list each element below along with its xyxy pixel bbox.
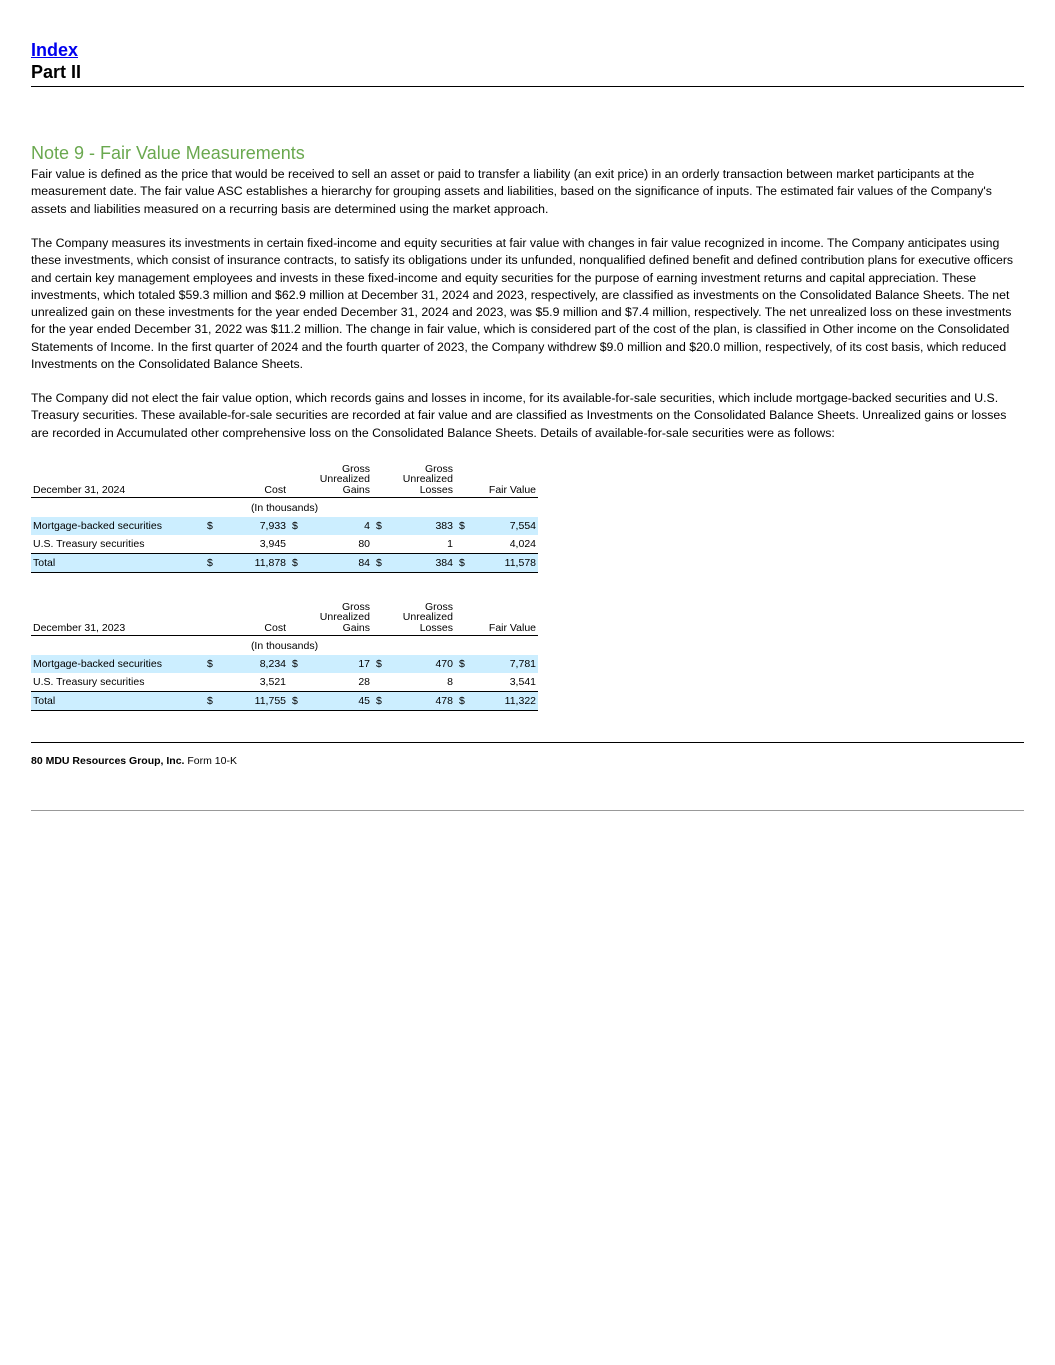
cell-cost: 11,755 (217, 692, 288, 711)
currency-symbol: $ (203, 517, 217, 535)
table-header-row (31, 597, 538, 636)
cell-gains: 45 (302, 692, 372, 711)
currency-symbol: $ (288, 554, 302, 573)
row-label: U.S. Treasury securities (33, 676, 145, 688)
currency-symbol: $ (288, 692, 302, 711)
paragraph-investments: The Company measures its investments in certain fixed-income and equity securities at fair value with changes in fair value recognized in income. The Company anticipates using these investments, which consist of insurance contracts, to satisfy its obligations under its unfunded, nonqualified defined benefit and defined contribution plans for executive officers and certain key management employees and invests in these fixed-income and equity securities for the purpose of earning investment returns and capital appreciation. These investments, which totaled $59.3 million and $62.9 million at December 31, 2024 and 2023, respectively, are classified as investments on the Consolidated Balance Sheets. The net unrealized gain on these investments for the year ended December 31, 2024 and 2023, was $5.9 million and $7.4 million, respectively. The net unrealized loss on these investments for the year ended December 31, 2022 was $11.2 million. The change in fair value, which is considered part of the cost of the plan, is classified in Other income on the Consolidated Statements of Income. In the first quarter of 2024 and the fourth quarter of 2023, the Company withdrew $9.0 million and $20.0 million, respectively, of its cost basis, which reduced Investments on the Consolidated Balance Sheets. (31, 236, 1014, 372)
cell-losses: 470 (386, 655, 455, 673)
row-label: Mortgage-backed securities (31, 517, 203, 535)
units-row (31, 498, 538, 518)
currency-symbol: $ (455, 692, 469, 711)
cell-fair-value: 11,578 (469, 554, 538, 573)
currency-symbol: $ (372, 554, 386, 573)
cell-cost: 3,945 (259, 538, 286, 550)
cell-cost: 3,521 (259, 676, 286, 688)
currency-symbol: $ (372, 517, 386, 535)
table-total-row (31, 554, 538, 573)
cell-fair-value: 11,322 (469, 692, 538, 711)
col-cost: Cost (264, 621, 286, 634)
cell-losses: 384 (386, 554, 455, 573)
currency-symbol: $ (203, 692, 217, 711)
page-break-divider (31, 810, 1024, 811)
cell-losses: 383 (386, 517, 455, 535)
units-label: (In thousands) (250, 501, 319, 514)
currency-symbol: $ (203, 554, 217, 573)
table-header-row (31, 459, 538, 498)
footer-divider (31, 742, 1024, 743)
note-title: Note 9 - Fair Value Measurements (31, 143, 305, 163)
table-row (31, 517, 538, 535)
part-heading: Part II (31, 62, 82, 82)
cell-gains: 17 (302, 655, 372, 673)
paragraph-available-for-sale: The Company did not elect the fair value option, which records gains and losses in income, for its available-for-sale securities, which include mortgage-backed securities and U.S. Treasury securities. These available-for-sale securities are recorded at fair value and are classified as Investments on the Consolidated Balance Sheets. Unrealized gains or losses are recorded in Accumulated other comprehensive loss on the Consolidated Balance Sheets. Details of available-for-sale securities were as follows: (31, 391, 1007, 440)
cell-fair-value: 7,554 (469, 517, 538, 535)
col-fair-value: Fair Value (488, 483, 536, 496)
col-losses: Gross Unrealized Losses (402, 600, 453, 634)
units-label: (In thousands) (250, 639, 319, 652)
row-label: U.S. Treasury securities (33, 538, 145, 550)
cell-losses: 1 (447, 538, 453, 550)
col-fair-value: Fair Value (488, 621, 536, 634)
table-row (31, 673, 538, 692)
footer-page-company: 80 MDU Resources Group, Inc. (31, 755, 185, 767)
securities-table-2023 (31, 597, 538, 711)
table-total-row (31, 692, 538, 711)
row-label: Mortgage-backed securities (31, 655, 203, 673)
currency-symbol: $ (288, 655, 302, 673)
paragraph-fair-value-definition: Fair value is defined as the price that would be received to sell an asset or paid to transfer a liability (an exit price) in an orderly transaction between market participants at the measurement date. The fair value ASC establishes a hierarchy for grouping assets and liabilities, based on the significance of inputs. The estimated fair values of the Company's assets and liabilities measured on a recurring basis are determined using the market approach. (31, 167, 992, 216)
currency-symbol: $ (288, 517, 302, 535)
cell-gains: 84 (302, 554, 372, 573)
cell-cost: 11,878 (217, 554, 288, 573)
footer-form: Form 10-K (187, 755, 237, 767)
cell-fair-value: 7,781 (469, 655, 538, 673)
cell-fair-value: 4,024 (509, 538, 536, 550)
row-label: Total (31, 692, 203, 711)
currency-symbol: $ (372, 692, 386, 711)
table-date: December 31, 2023 (33, 621, 126, 634)
cell-fair-value: 3,541 (509, 676, 536, 688)
cell-losses: 8 (447, 676, 453, 688)
col-gains: Gross Unrealized Gains (319, 600, 370, 634)
index-link[interactable]: Index (31, 40, 79, 60)
cell-cost: 8,234 (217, 655, 288, 673)
col-losses: Gross Unrealized Losses (402, 462, 453, 496)
currency-symbol: $ (455, 655, 469, 673)
currency-symbol: $ (455, 517, 469, 535)
cell-gains: 80 (358, 538, 370, 550)
securities-table-2024 (31, 459, 538, 573)
table-row (31, 535, 538, 554)
page-footer (31, 755, 237, 767)
currency-symbol: $ (203, 655, 217, 673)
cell-gains: 4 (302, 517, 372, 535)
col-cost: Cost (264, 483, 286, 496)
table-row (31, 655, 538, 673)
row-label: Total (31, 554, 203, 573)
cell-losses: 478 (386, 692, 455, 711)
header-divider (31, 86, 1024, 87)
units-row (31, 636, 538, 656)
table-date: December 31, 2024 (33, 483, 126, 496)
cell-cost: 7,933 (217, 517, 288, 535)
cell-gains: 28 (358, 676, 370, 688)
currency-symbol: $ (455, 554, 469, 573)
currency-symbol: $ (372, 655, 386, 673)
col-gains: Gross Unrealized Gains (319, 462, 370, 496)
